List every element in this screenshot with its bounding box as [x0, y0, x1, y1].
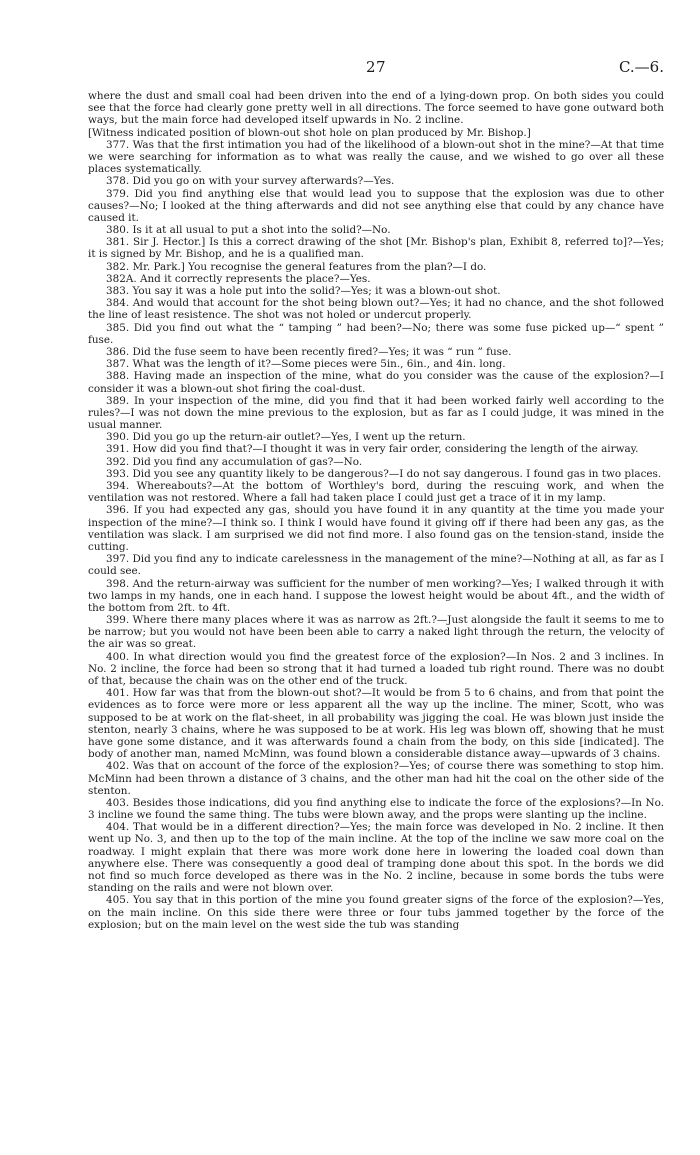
- paragraph: 399. Where there many places where it was as narrow as 2ft.?—Just alongside the fault it seems to me to be narrow; but you would not have been been able to carry a naked light through the return, the velocity of the air was so great.: [88, 614, 664, 651]
- paragraph: 380. Is it at all usual to put a shot into the solid?—No.: [106, 224, 391, 237]
- paragraph: 405. You say that in this portion of the mine you found greater signs of the force of the explosion?—Yes, on the main incline. On this side there were three or four tubs jammed together by the force of the explosion; but on the main level on the west side the tub was standing: [88, 894, 664, 931]
- paragraph: 390. Did you go up the return-air outlet?—Yes, I went up the return.: [106, 431, 466, 444]
- page-number: 27: [365, 58, 387, 76]
- paragraph: 389. In your inspection of the mine, did you find that it had been worked fairly well according to the rules?—I was not down the mine previous to the explosion, but as far as I could judge, it was mined in the usual manner.: [88, 394, 664, 432]
- paragraph: 385. Did you find out what the “ tamping ” had been?—No; there was some fuse picked up—“ spent ” fuse.: [88, 321, 664, 346]
- paragraph: 404. That would be in a different direction?—Yes; the main force was developed in No. 2 incline. It then went up No. 3, and then up to the top of the main incline. At the top of the incline we saw more coal on the roadway. I might explain that there was more work done here in lowering the loaded coal down than anywhere else. There was consequently a good deal of tramping done about this spot. In the bords we did not find so much force developed as there was in the No. 2 incline, because in some bords the tubs were standing on the rails and were not blown over.: [88, 821, 664, 895]
- paragraph: 378. Did you go on with your survey afterwards?—Yes.: [106, 175, 395, 188]
- paragraph: 377. Was that the first intimation you had of the likelihood of a blown-out shot in the mine?—At that time we were searching for information as to what was really the cause, and we wished to go over all these places systematically.: [88, 138, 664, 176]
- paragraph: 382A. And it correctly represents the place?—Yes.: [106, 272, 371, 285]
- paragraph: 400. In what direction would you find the greatest force of the explosion?—In Nos. 2 and 3 inclines. In No. 2 incline, the force had been so strong that it had turned a loaded tub right round. There was no doubt of that, because the chain was on the other end of the truck.: [88, 650, 664, 687]
- paragraph: 382. Mr. Park.] You recognise the general features from the plan?—I do.: [106, 260, 487, 273]
- paragraph: 396. If you had expected any gas, should you have found it in any quantity at the time you made your inspection of the mine?—I think so. I think I would have found it giving off if there had been any gas, as the ventilation was slack. I am surprised we did not find more. I also found gas on the tension-stand, inside the cutting.: [88, 504, 664, 553]
- paragraph: 403. Besides those indications, did you find anything else to indicate the force of the explosions?—In No. 3 incline we found the same thing. The tubs were blown away, and the props were slanting up the incline.: [88, 796, 664, 822]
- paragraph: 391. How did you find that?—I thought it was in very fair order, considering the length of the airway.: [106, 443, 639, 456]
- paragraph: 386. Did the fuse seem to have been recently fired?—Yes; it was “ run ” fuse.: [106, 345, 512, 358]
- paragraph: 383. You say it was a hole put into the solid?—Yes; it was a blown-out shot.: [106, 285, 501, 297]
- document-code: C.—6.: [618, 58, 664, 76]
- paragraph: 393. Did you see any quantity likely to be dangerous?—I do not say dangerous. I found gas in two places.: [106, 467, 662, 480]
- paragraph: 401. How far was that from the blown-out shot?—It would be from 5 to 6 chains, and from that point the evidences as to force were more or less apparent all the way up the incline. The miner, Scott, who was supposed to be at work on the flat-sheet, in all probability was jigging the coal. He was blown just inside the stenton, nearly 3 chains, where he was supposed to be at work. His leg was blown off, showing that he must have gone some distance, and it was afterwards found a chain from the body, on this side [indicated]. The body of another man, named McMinn, was found blown a considerable distance away—upwards of 3 chains.: [88, 687, 664, 761]
- page-header: [88, 58, 664, 84]
- paragraph: 387. What was the length of it?—Some pieces were 5in., 6in., and 4in. long.: [106, 358, 506, 371]
- paragraph: 388. Having made an inspection of the mine, what do you consider was the cause of the explosion?—I consider it was a blown-out shot firing the coal-dust.: [88, 370, 664, 395]
- evidence-text: [88, 90, 664, 931]
- paragraph: [Witness indicated position of blown-out shot hole on plan produced by Mr. Bishop.]: [88, 126, 531, 139]
- paragraph: 392. Did you find any accumulation of gas?—No.: [106, 455, 363, 468]
- paragraph: 379. Did you find anything else that would lead you to suppose that the explosion was due to other causes?—No; I looked at the thing afterwards and did not see anything else that could by any chance have caused it.: [88, 187, 664, 224]
- paragraph: 381. Sir J. Hector.] Is this a correct drawing of the shot [Mr. Bishop's plan, Exhibit 8, referred to]?—Yes; it is signed by Mr. Bishop, and he is a qualified man.: [88, 236, 664, 261]
- paragraph: 398. And the return-airway was sufficient for the number of men working?—Yes; I walked through it with two lamps in my hands, one in each hand. I suppose the lowest height would be about 4ft., and the width of the bottom from 2ft. to 4ft.: [88, 577, 664, 614]
- paragraph: 397. Did you find any to indicate carelessness in the management of the mine?—Nothing at all, as far as I could see.: [88, 553, 664, 578]
- paragraph: where the dust and small coal had been driven into the end of a lying-down prop. On both sides you could see that the force had clearly gone pretty well in all directions. The force seemed to have gone outward both ways, but the main force had developed itself upwards in No. 2 incline.: [88, 90, 664, 127]
- paragraph: 394. Whereabouts?—At the bottom of Worthley's bord, during the rescuing work, and when the ventilation was not restored. Where a fall had taken place I could just get a trace of it in my lamp.: [88, 480, 664, 505]
- paragraph: 402. Was that on account of the force of the explosion?—Yes; of course there was something to stop him. McMinn had been thrown a distance of 3 chains, and the other man had hit the coal on the other side of the stenton.: [88, 760, 664, 797]
- paragraph: 384. And would that account for the shot being blown out?—Yes; it had no chance, and the shot followed the line of least resistence. The shot was not holed or undercut properly.: [88, 297, 664, 322]
